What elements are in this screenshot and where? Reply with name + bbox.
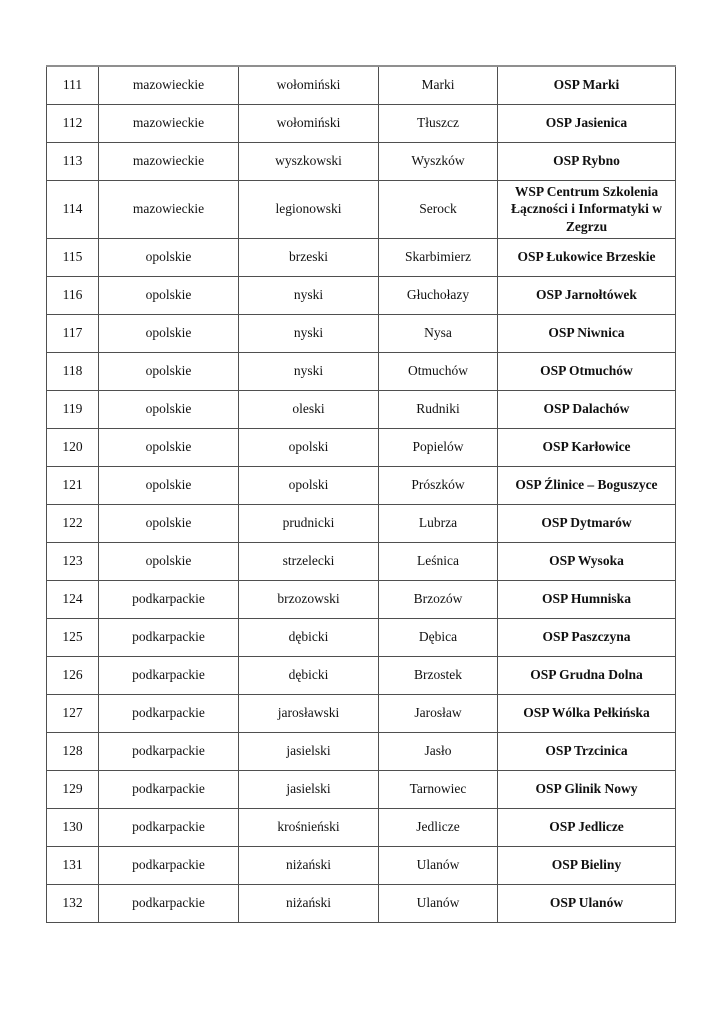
cell-county: opolski bbox=[239, 428, 379, 466]
cell-county: wołomiński bbox=[239, 66, 379, 104]
cell-town: Brzozów bbox=[379, 580, 498, 618]
cell-county: nyski bbox=[239, 276, 379, 314]
table-row bbox=[47, 238, 676, 276]
table-body bbox=[47, 66, 676, 922]
cell-town: Leśnica bbox=[379, 542, 498, 580]
table-row bbox=[47, 656, 676, 694]
cell-number: 112 bbox=[47, 104, 99, 142]
table-row bbox=[47, 542, 676, 580]
cell-unit-name: OSP Jedlicze bbox=[498, 808, 676, 846]
cell-town: Głuchołazy bbox=[379, 276, 498, 314]
cell-town: Prószków bbox=[379, 466, 498, 504]
cell-town: Skarbimierz bbox=[379, 238, 498, 276]
cell-number: 117 bbox=[47, 314, 99, 352]
cell-town: Rudniki bbox=[379, 390, 498, 428]
cell-number: 132 bbox=[47, 884, 99, 922]
cell-town: Lubrza bbox=[379, 504, 498, 542]
table-row bbox=[47, 732, 676, 770]
table-row bbox=[47, 276, 676, 314]
table-row bbox=[47, 390, 676, 428]
cell-unit-name: OSP Glinik Nowy bbox=[498, 770, 676, 808]
cell-voivodeship: opolskie bbox=[99, 314, 239, 352]
cell-county: brzozowski bbox=[239, 580, 379, 618]
cell-voivodeship: podkarpackie bbox=[99, 846, 239, 884]
cell-unit-name: OSP Karłowice bbox=[498, 428, 676, 466]
cell-number: 123 bbox=[47, 542, 99, 580]
cell-unit-name: OSP Dytmarów bbox=[498, 504, 676, 542]
cell-county: nyski bbox=[239, 314, 379, 352]
cell-unit-name: OSP Jarnołtówek bbox=[498, 276, 676, 314]
cell-number: 115 bbox=[47, 238, 99, 276]
cell-unit-name: OSP Humniska bbox=[498, 580, 676, 618]
cell-voivodeship: opolskie bbox=[99, 428, 239, 466]
cell-voivodeship: opolskie bbox=[99, 504, 239, 542]
cell-unit-name: OSP Trzcinica bbox=[498, 732, 676, 770]
cell-unit-name: OSP Wólka Pełkińska bbox=[498, 694, 676, 732]
table-row bbox=[47, 846, 676, 884]
cell-county: dębicki bbox=[239, 618, 379, 656]
cell-number: 116 bbox=[47, 276, 99, 314]
cell-voivodeship: opolskie bbox=[99, 466, 239, 504]
cell-unit-name: OSP Łukowice Brzeskie bbox=[498, 238, 676, 276]
cell-county: nyski bbox=[239, 352, 379, 390]
table-row bbox=[47, 808, 676, 846]
cell-county: niżański bbox=[239, 884, 379, 922]
cell-number: 130 bbox=[47, 808, 99, 846]
cell-county: krośnieński bbox=[239, 808, 379, 846]
cell-voivodeship: mazowieckie bbox=[99, 142, 239, 180]
cell-number: 113 bbox=[47, 142, 99, 180]
cell-county: wyszkowski bbox=[239, 142, 379, 180]
cell-number: 124 bbox=[47, 580, 99, 618]
cell-town: Popielów bbox=[379, 428, 498, 466]
cell-unit-name: OSP Niwnica bbox=[498, 314, 676, 352]
cell-unit-name: OSP Marki bbox=[498, 66, 676, 104]
table-row bbox=[47, 142, 676, 180]
cell-county: jarosławski bbox=[239, 694, 379, 732]
cell-town: Ulanów bbox=[379, 846, 498, 884]
cell-county: brzeski bbox=[239, 238, 379, 276]
cell-number: 114 bbox=[47, 180, 99, 238]
cell-unit-name: OSP Grudna Dolna bbox=[498, 656, 676, 694]
cell-voivodeship: opolskie bbox=[99, 352, 239, 390]
cell-voivodeship: podkarpackie bbox=[99, 580, 239, 618]
table-row bbox=[47, 180, 676, 238]
cell-voivodeship: podkarpackie bbox=[99, 618, 239, 656]
osp-units-table bbox=[46, 65, 676, 923]
cell-town: Otmuchów bbox=[379, 352, 498, 390]
cell-county: wołomiński bbox=[239, 104, 379, 142]
cell-unit-name: OSP Otmuchów bbox=[498, 352, 676, 390]
cell-number: 119 bbox=[47, 390, 99, 428]
cell-town: Ulanów bbox=[379, 884, 498, 922]
cell-county: niżański bbox=[239, 846, 379, 884]
cell-number: 111 bbox=[47, 66, 99, 104]
table-row bbox=[47, 428, 676, 466]
cell-county: jasielski bbox=[239, 732, 379, 770]
cell-voivodeship: podkarpackie bbox=[99, 732, 239, 770]
table-row bbox=[47, 580, 676, 618]
table-row bbox=[47, 694, 676, 732]
cell-number: 120 bbox=[47, 428, 99, 466]
cell-town: Nysa bbox=[379, 314, 498, 352]
cell-town: Tłuszcz bbox=[379, 104, 498, 142]
table-row bbox=[47, 352, 676, 390]
cell-number: 129 bbox=[47, 770, 99, 808]
cell-unit-name: OSP Ulanów bbox=[498, 884, 676, 922]
table-row bbox=[47, 884, 676, 922]
table-row bbox=[47, 618, 676, 656]
cell-voivodeship: opolskie bbox=[99, 276, 239, 314]
table-row bbox=[47, 504, 676, 542]
cell-unit-name: OSP Jasienica bbox=[498, 104, 676, 142]
cell-voivodeship: podkarpackie bbox=[99, 884, 239, 922]
cell-number: 118 bbox=[47, 352, 99, 390]
table-row bbox=[47, 466, 676, 504]
cell-town: Wyszków bbox=[379, 142, 498, 180]
cell-voivodeship: mazowieckie bbox=[99, 66, 239, 104]
cell-county: oleski bbox=[239, 390, 379, 428]
cell-town: Marki bbox=[379, 66, 498, 104]
table-row bbox=[47, 770, 676, 808]
cell-county: legionowski bbox=[239, 180, 379, 238]
cell-town: Serock bbox=[379, 180, 498, 238]
cell-unit-name: OSP Rybno bbox=[498, 142, 676, 180]
cell-unit-name: OSP Bieliny bbox=[498, 846, 676, 884]
cell-county: prudnicki bbox=[239, 504, 379, 542]
cell-voivodeship: podkarpackie bbox=[99, 770, 239, 808]
cell-town: Jedlicze bbox=[379, 808, 498, 846]
cell-town: Dębica bbox=[379, 618, 498, 656]
cell-voivodeship: podkarpackie bbox=[99, 656, 239, 694]
cell-town: Tarnowiec bbox=[379, 770, 498, 808]
cell-voivodeship: mazowieckie bbox=[99, 104, 239, 142]
cell-county: dębicki bbox=[239, 656, 379, 694]
cell-town: Jarosław bbox=[379, 694, 498, 732]
cell-voivodeship: opolskie bbox=[99, 238, 239, 276]
cell-unit-name: OSP Dalachów bbox=[498, 390, 676, 428]
cell-unit-name: OSP Wysoka bbox=[498, 542, 676, 580]
cell-unit-name: OSP Paszczyna bbox=[498, 618, 676, 656]
cell-voivodeship: mazowieckie bbox=[99, 180, 239, 238]
cell-unit-name: WSP Centrum Szkolenia Łączności i Informatyki w Zegrzu bbox=[498, 180, 676, 238]
cell-town: Jasło bbox=[379, 732, 498, 770]
cell-number: 131 bbox=[47, 846, 99, 884]
cell-number: 121 bbox=[47, 466, 99, 504]
cell-county: opolski bbox=[239, 466, 379, 504]
cell-number: 128 bbox=[47, 732, 99, 770]
cell-number: 125 bbox=[47, 618, 99, 656]
cell-number: 126 bbox=[47, 656, 99, 694]
cell-voivodeship: podkarpackie bbox=[99, 694, 239, 732]
cell-voivodeship: opolskie bbox=[99, 390, 239, 428]
table-row bbox=[47, 104, 676, 142]
cell-town: Brzostek bbox=[379, 656, 498, 694]
cell-number: 127 bbox=[47, 694, 99, 732]
table-row bbox=[47, 66, 676, 104]
cell-voivodeship: podkarpackie bbox=[99, 808, 239, 846]
table-row bbox=[47, 314, 676, 352]
cell-number: 122 bbox=[47, 504, 99, 542]
cell-county: jasielski bbox=[239, 770, 379, 808]
cell-county: strzelecki bbox=[239, 542, 379, 580]
cell-unit-name: OSP Źlinice – Boguszyce bbox=[498, 466, 676, 504]
cell-voivodeship: opolskie bbox=[99, 542, 239, 580]
